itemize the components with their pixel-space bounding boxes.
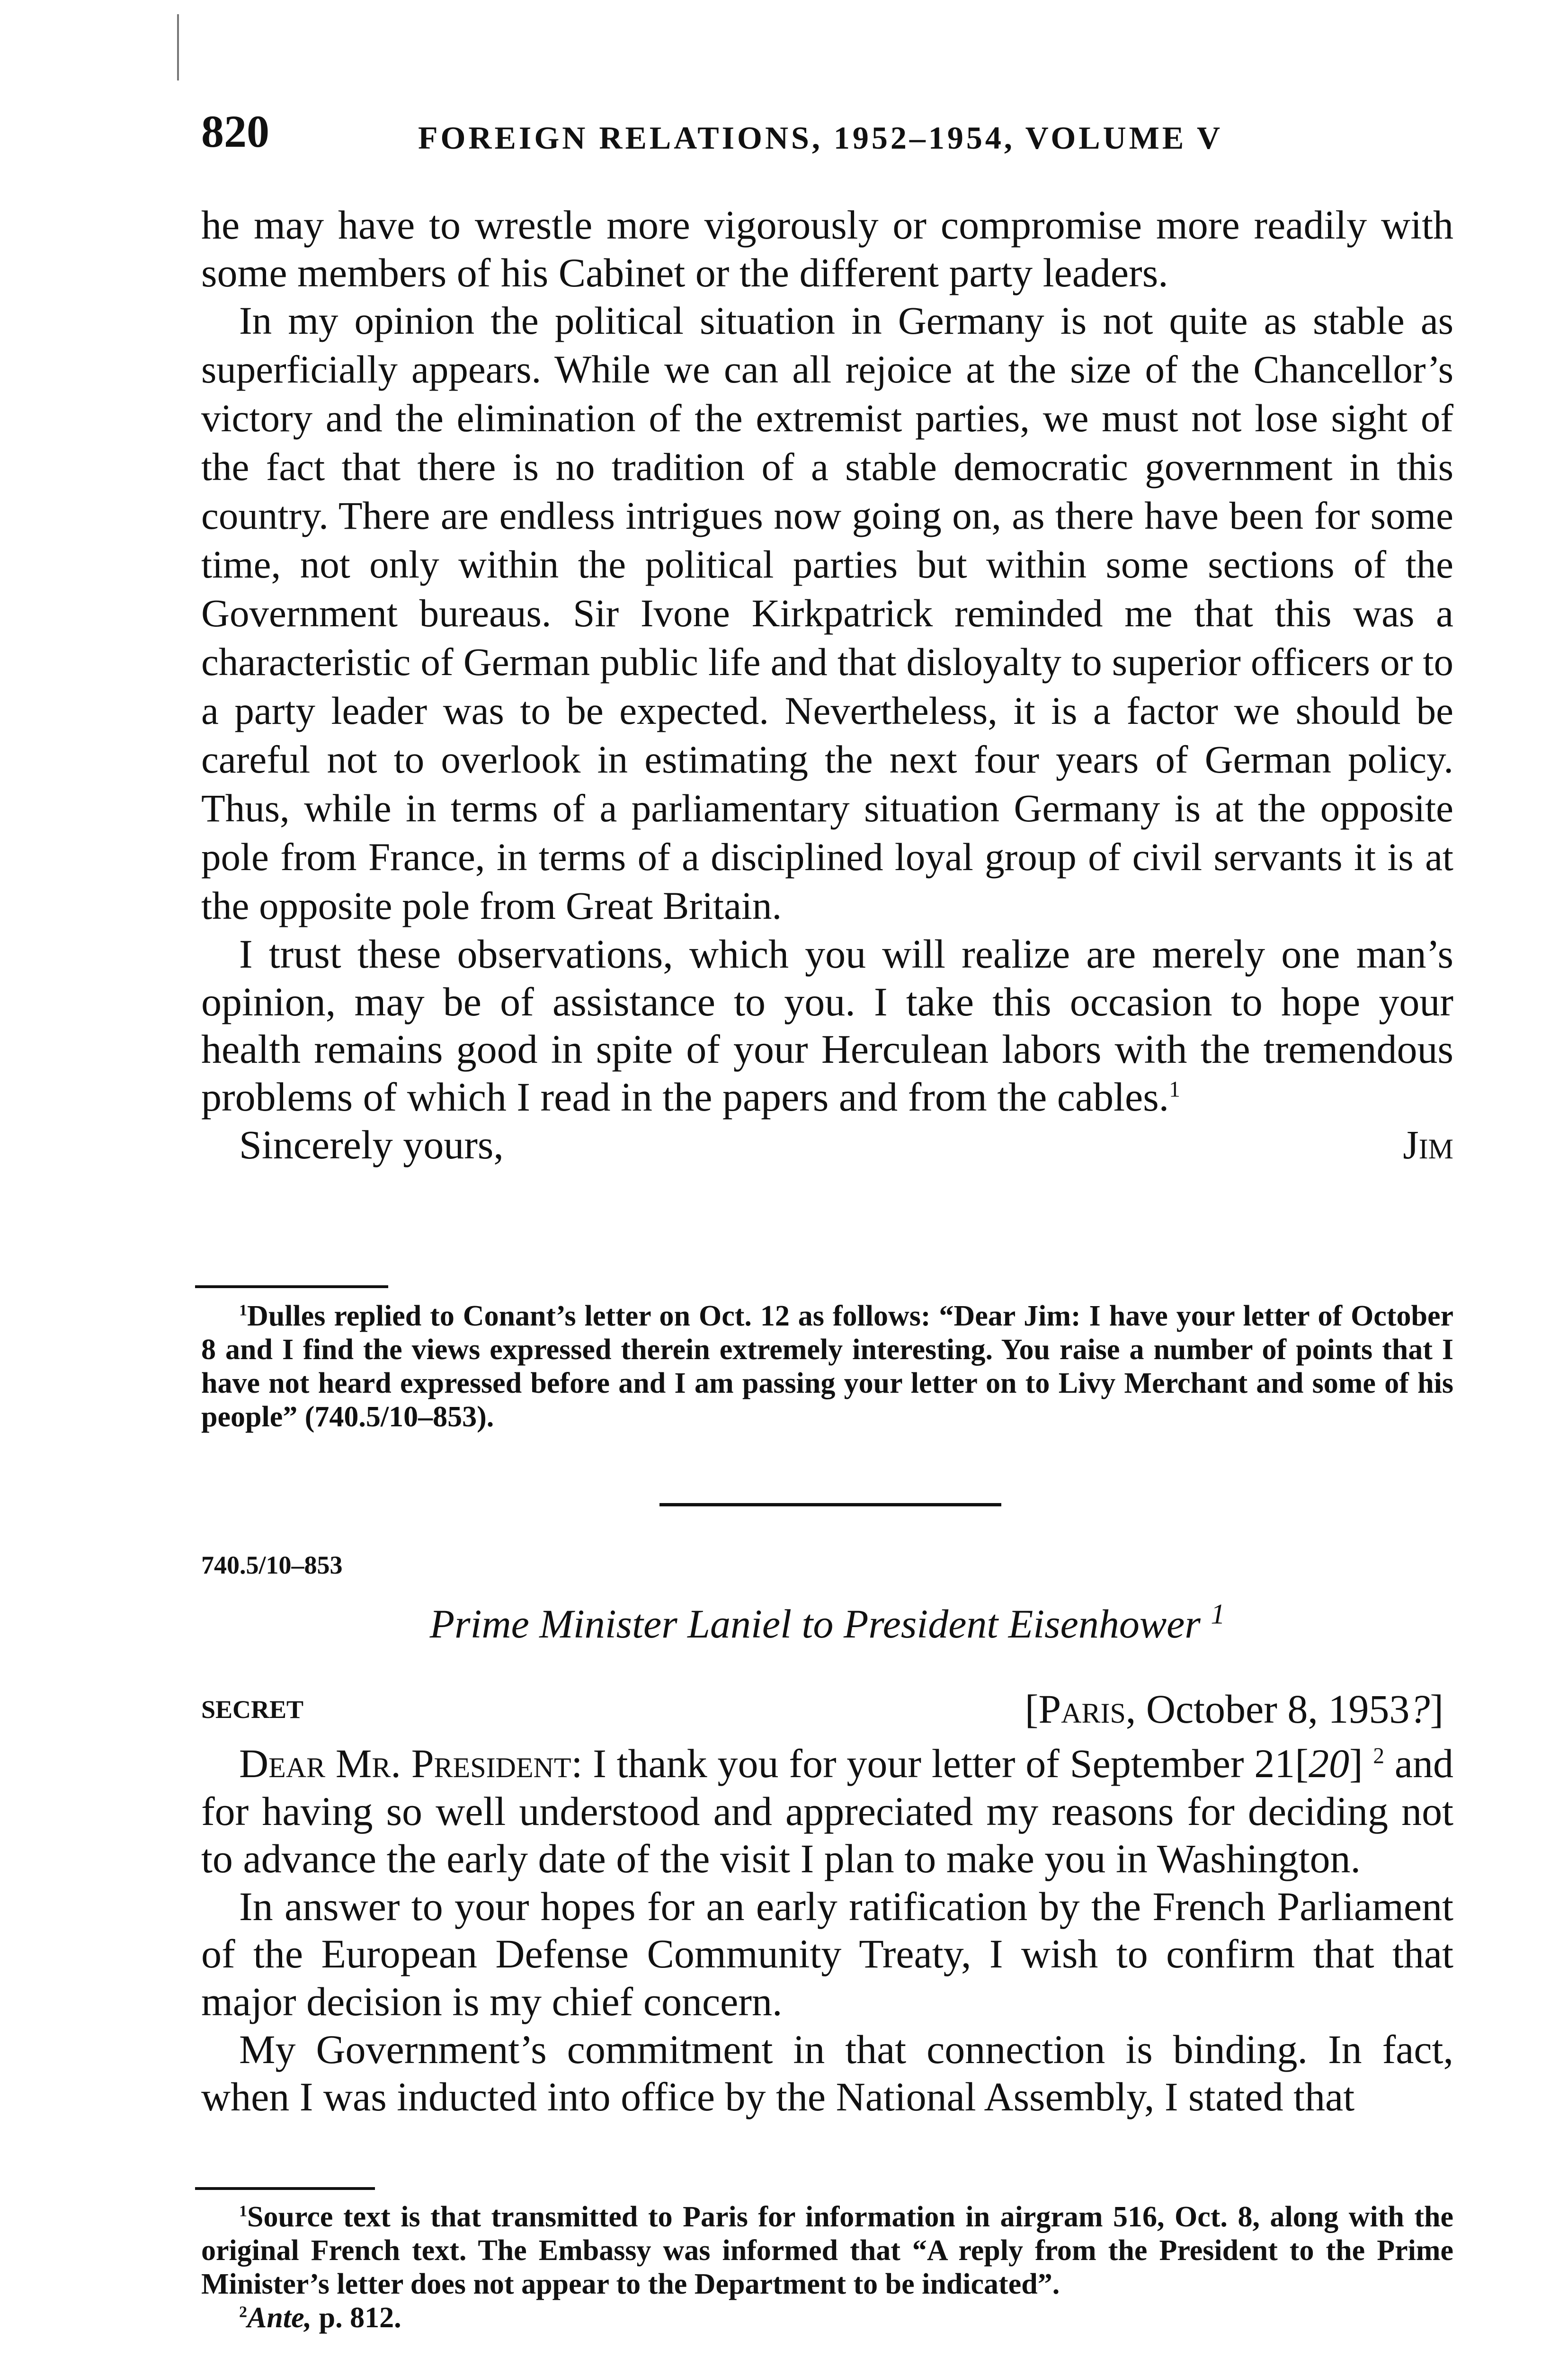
document-paragraph-1: Dear Mr. President: I thank you for your letter of September 21[20] $^2$ and for having so well understood and appreciated my reasons for deciding not to advance the early date of the visit I plan to make you in Washington. [201,1741,1454,1882]
date-query: ? [1409,1686,1430,1732]
signature-line [201,1121,1453,1168]
letter-body [201,201,1453,1168]
closing: Sincerely yours, [239,1121,504,1167]
file-number: 740.5/10–853 [201,1551,343,1579]
footnote-1 [201,1299,1453,1434]
salutation: Dear Mr. President: [239,1741,583,1786]
document-title-text: Prime Minister Laniel to President Eisenhower [429,1601,1201,1646]
letter-paragraph-3 [201,930,1453,1121]
place: Paris [1038,1686,1126,1732]
footnotes-2 [201,2200,1453,2335]
footnote-rule-2 [195,2187,375,2190]
classification: SECRET [201,1695,304,1724]
document-paragraph-2: In answer to your hopes for an early ratification by the French Parliament of the European Defense Community Treaty, I wish to confirm that that major decision is my chief concern. [201,1883,1453,2024]
letter-paragraph-2: In my opinion the political situation in Germany is not quite as stable as superficially appears. While we can all rejoice at the size of the Chancellor’s victory and the elimination of the extremist parties, we must not lose sight of the fact that there is no tradition of a stable democratic government in this country. There are endless intrigues now going on, as there have been for some time, not only within the political parties but within some sections of the Government bureaus. Sir Ivone Kirkpatrick reminded me that this was a characteristic of German public life and that disloyalty to superior officers or to a party leader was to be expected. Nevertheless, it is a factor we should be careful not to overlook in estimating the next four years of German policy. Thus, while in terms of a parliamentary situation Germany is at the opposite pole from France, in terms of a disciplined loyal group of civil servants it is at the opposite pole from Great Britain. [201,299,1453,928]
place-date: [Paris, October 8, 1953?] [1025,1686,1443,1732]
footnote-2-1: $^1$Source text is that transmitted to Paris for information in airgram 516, Oct. 8, along with the original French text. The Embassy was informed that “A reply from the President to the Prime Minister’s letter does not appear to the Department to be indicated”. [201,2201,1453,2300]
letter-paragraph-3-text: I trust these observations, which you will realize are merely one man’s opinion, may be of assistance to you. I take this occasion to hope your health remains good in spite of your Herculean labors with the tremendous problems of which I read in the papers and from the cables. [201,931,1453,1120]
footnote-2-2: $^2$Ante, p. 812. [239,2302,401,2334]
page-number: 820 [201,106,269,157]
corrected-date: 20 [1308,1741,1349,1786]
footnote-1-text: Dulles replied to Conant’s letter on Oct. 12 as follows: “Dear Jim: I have your letter of October 8 and I find the views expressed therein extremely interesting. You raise a number of points that I have not heard expressed before and I am passing your letter on to Livy Merchant and some of his people” (740.5/10–853). [201,1300,1453,1433]
document-body [201,1740,1453,2121]
signature: Jim [1403,1121,1453,1167]
footnote-ref-2: 2 [1373,1744,1385,1769]
letter-paragraph-1: he may have to wrestle more vigorously or compromise more readily with some members of his Cabinet or the different party leaders. [201,202,1453,295]
margin-mark [177,14,179,80]
footnote-rule [195,1285,388,1288]
footnote-1-mark: 1 [239,1301,248,1319]
document-title [201,1600,1453,1647]
page-header [201,105,1337,171]
title-footnote-ref: 1 [1211,1598,1225,1630]
running-head: FOREIGN RELATIONS, 1952–1954, VOLUME V [418,120,1223,156]
section-divider [659,1503,1001,1506]
document-paragraph-3: My Government’s commitment in that connection is binding. In fact, when I was inducted into office by the National Assembly, I stated that [201,2026,1453,2120]
date: , October 8, 1953 [1125,1686,1410,1732]
footnote-ref-1: 1 [1169,1077,1180,1102]
